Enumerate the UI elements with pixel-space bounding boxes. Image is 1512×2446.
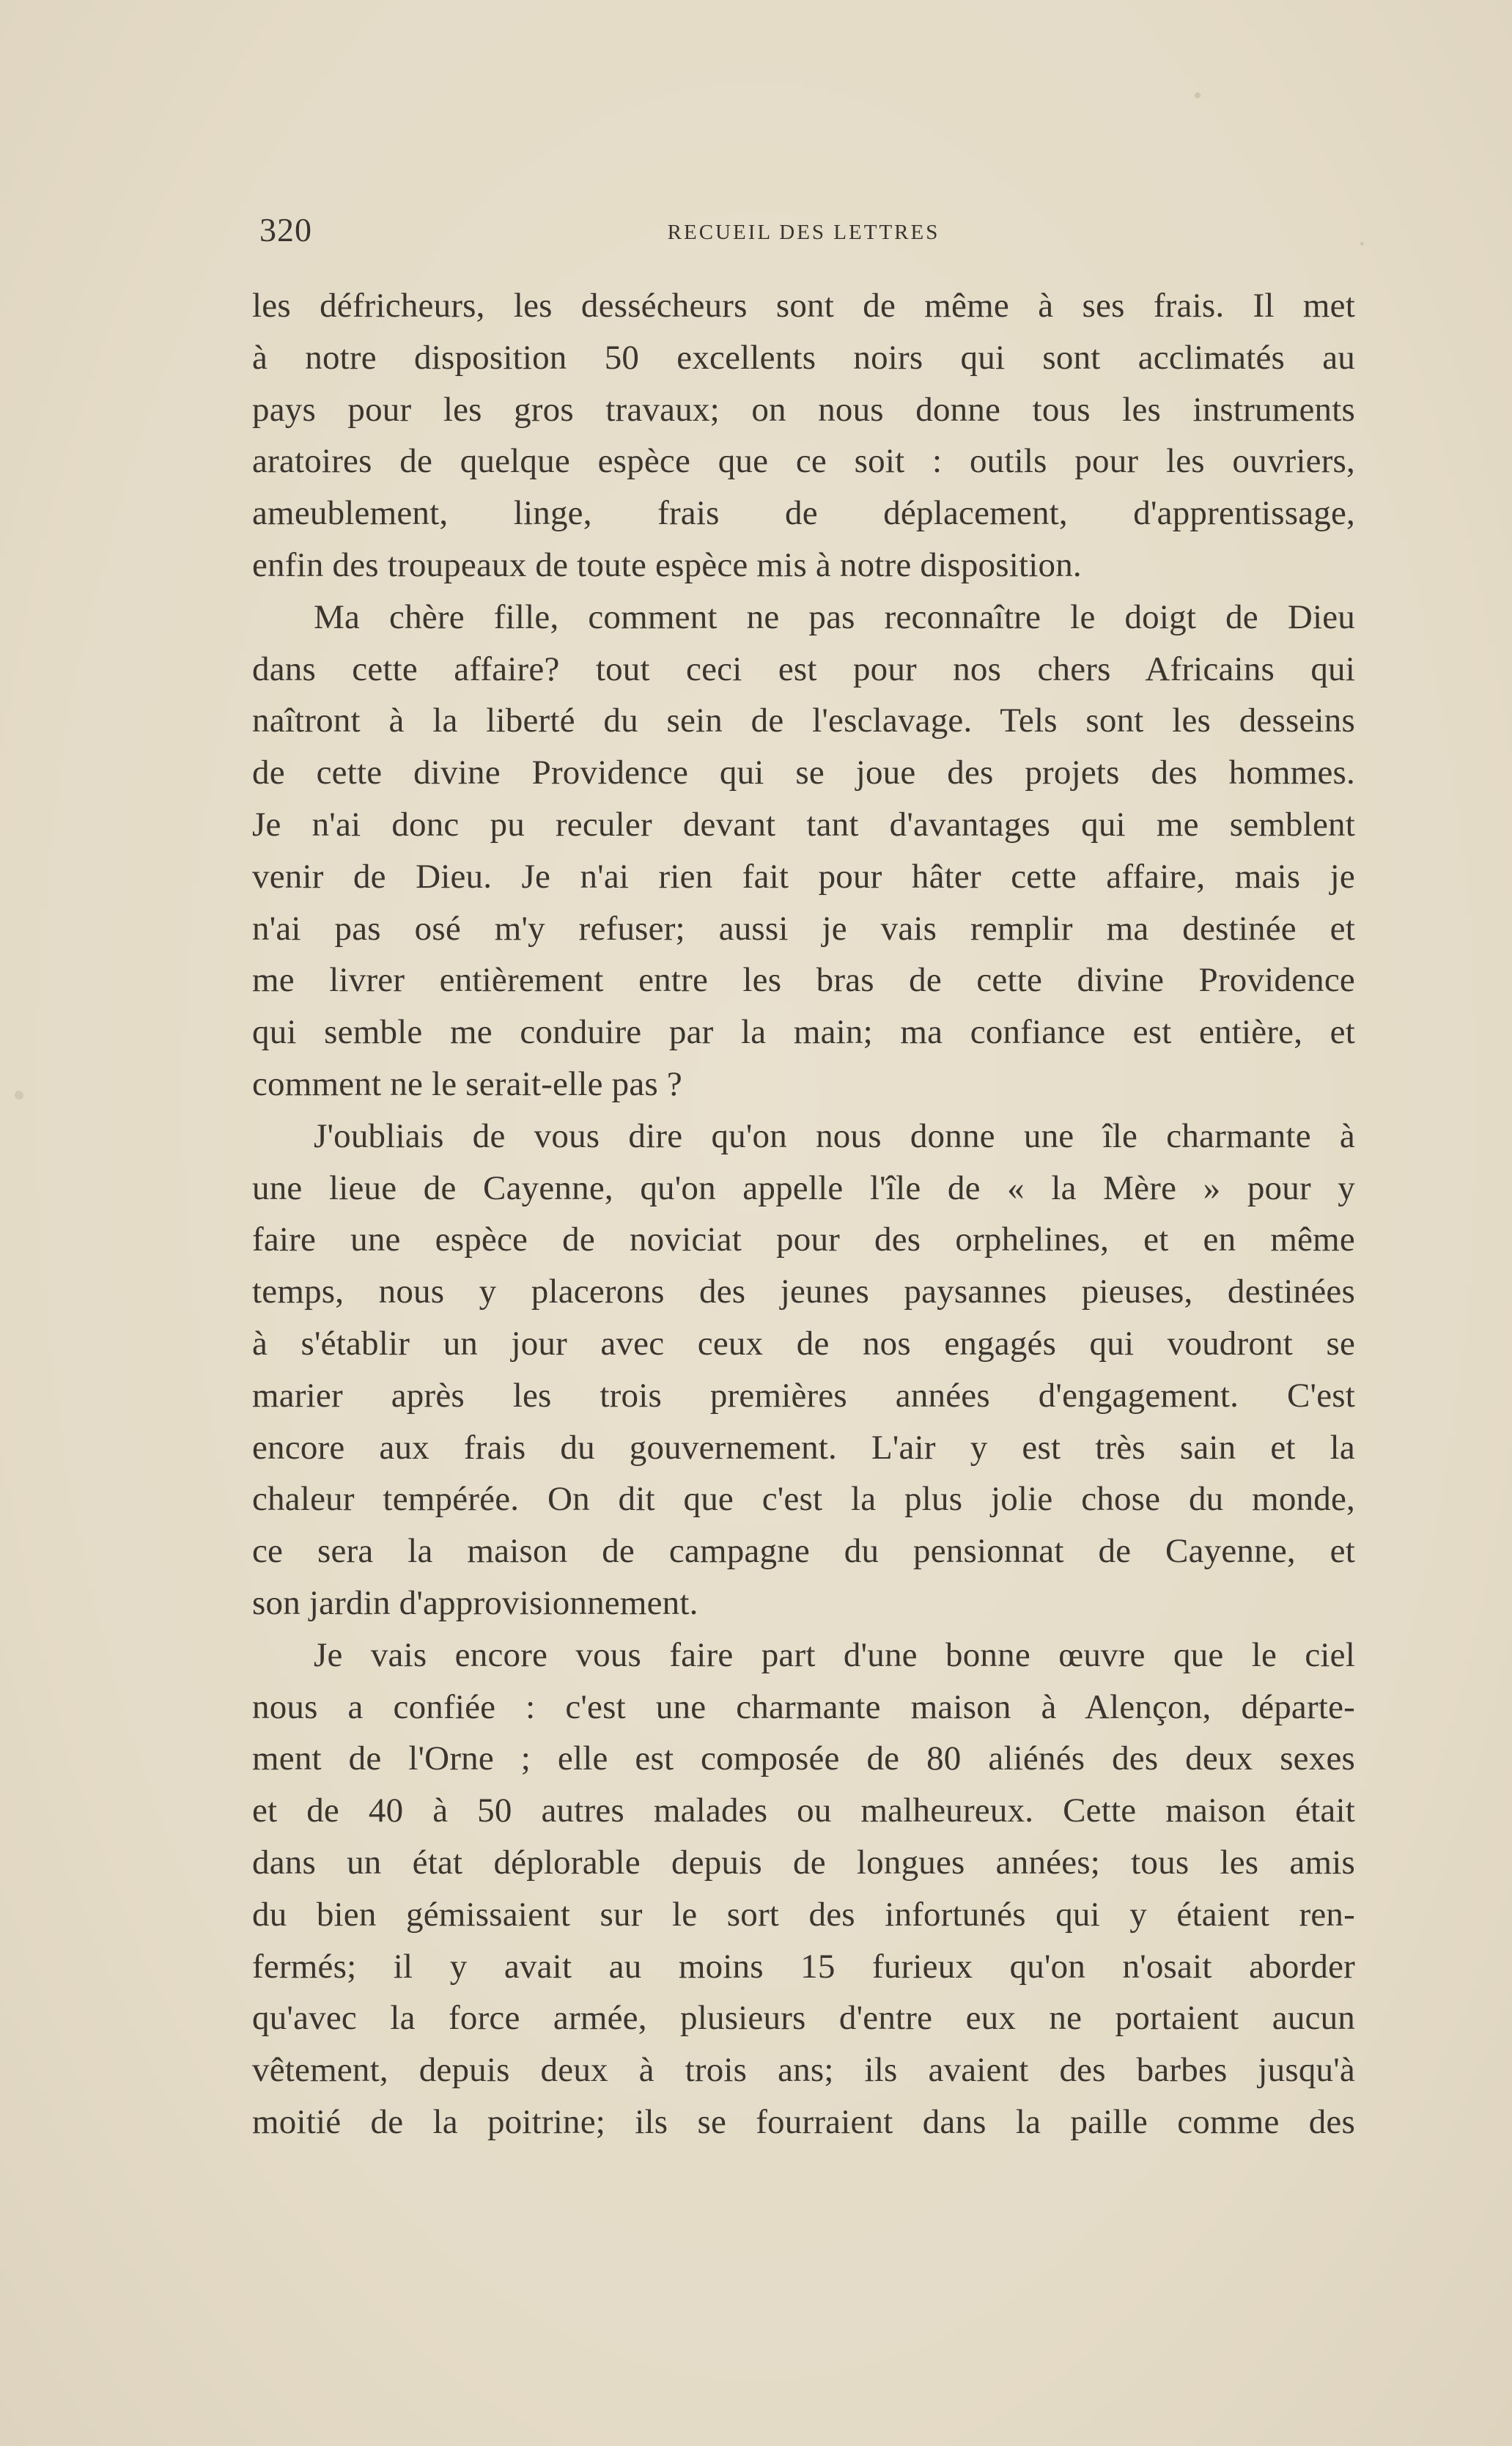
paragraph-start-line: Je vais encore vous faire part d'une bonne œuvre que le ciel — [314, 1635, 1355, 1674]
text-line: dans cette affaire? tout ceci est pour nos chers Africains qui — [252, 649, 1355, 688]
paragraph-start-line: J'oubliais de vous dire qu'on nous donne une île charmante à — [314, 1116, 1355, 1155]
text-line: venir de Dieu. Je n'ai rien fait pour hâter cette affaire, mais je — [252, 857, 1355, 896]
paper-speck — [1195, 92, 1201, 98]
text-line: faire une espèce de noviciat pour des orphelines, et en même — [252, 1220, 1355, 1259]
text-line: marier après les trois premières années d'engagement. C'est — [252, 1376, 1355, 1415]
page-number: 320 — [259, 211, 312, 248]
text-line: vêtement, depuis deux à trois ans; ils avaient des barbes jusqu'à — [252, 2051, 1355, 2090]
text-line: qui semble me conduire par la main; ma confiance est entière, et — [252, 1013, 1355, 1052]
text-line: pays pour les gros travaux; on nous donne tous les instruments — [252, 390, 1355, 429]
text-line: ment de l'Orne ; elle est composée de 80 aliénés des deux sexes — [252, 1739, 1355, 1778]
text-line: n'ai pas osé m'y refuser; aussi je vais remplir ma destinée et — [252, 909, 1355, 948]
text-line: du bien gémissaient sur le sort des infortunés qui y étaient ren- — [252, 1895, 1355, 1934]
text-line: les défricheurs, les dessécheurs sont de même à ses frais. Il met — [252, 287, 1355, 325]
text-line: de cette divine Providence qui se joue des projets des hommes. — [252, 754, 1355, 792]
text-line: qu'avec la force armée, plusieurs d'entre eux ne portaient aucun — [252, 1999, 1355, 2038]
text-line: comment ne le serait-elle pas ? — [252, 1064, 682, 1103]
text-line: ameublement, linge, frais de déplacement, d'apprentissage, — [252, 494, 1355, 533]
text-line: aratoires de quelque espèce que ce soit : outils pour les ouvriers, — [252, 442, 1355, 481]
paper-speck — [1360, 242, 1364, 246]
body-text — [252, 280, 1355, 2148]
text-line: et de 40 à 50 autres malades ou malheureux. Cette maison était — [252, 1791, 1355, 1830]
text-line: à s'établir un jour avec ceux de nos engagés qui voudront se — [252, 1324, 1355, 1363]
text-line: chaleur tempérée. On dit que c'est la plus jolie chose du monde, — [252, 1480, 1355, 1519]
text-line: moitié de la poitrine; ils se fourraient dans la paille comme des — [252, 2102, 1355, 2141]
running-head — [252, 210, 1355, 251]
text-line: dans un état déplorable depuis de longues années; tous les amis — [252, 1843, 1355, 1882]
running-title: RECUEIL DES LETTRES — [667, 221, 940, 244]
text-line: temps, nous y placerons des jeunes paysannes pieuses, destinées — [252, 1272, 1355, 1311]
text-line: son jardin d'approvisionnement. — [252, 1583, 698, 1622]
text-line: me livrer entièrement entre les bras de cette divine Providence — [252, 961, 1355, 1000]
text-line: enfin des troupeaux de toute espèce mis à notre disposition. — [252, 545, 1082, 584]
text-line: naîtront à la liberté du sein de l'esclavage. Tels sont les desseins — [252, 701, 1355, 740]
paper-speck — [15, 1091, 23, 1099]
text-line: à notre disposition 50 excellents noirs qui sont acclimatés au — [252, 338, 1355, 377]
text-line: fermés; il y avait au moins 15 furieux qu'on n'osait aborder — [252, 1947, 1355, 1986]
text-line: Je n'ai donc pu reculer devant tant d'avantages qui me semblent — [252, 805, 1355, 844]
text-line: une lieue de Cayenne, qu'on appelle l'île de « la Mère » pour y — [252, 1168, 1355, 1207]
paragraph-start-line: Ma chère fille, comment ne pas reconnaître le doigt de Dieu — [314, 597, 1355, 636]
text-line: nous a confiée : c'est une charmante maison à Alençon, départe- — [252, 1687, 1355, 1726]
text-line: encore aux frais du gouvernement. L'air y est très sain et la — [252, 1428, 1355, 1467]
text-line: ce sera la maison de campagne du pensionnat de Cayenne, et — [252, 1532, 1355, 1571]
